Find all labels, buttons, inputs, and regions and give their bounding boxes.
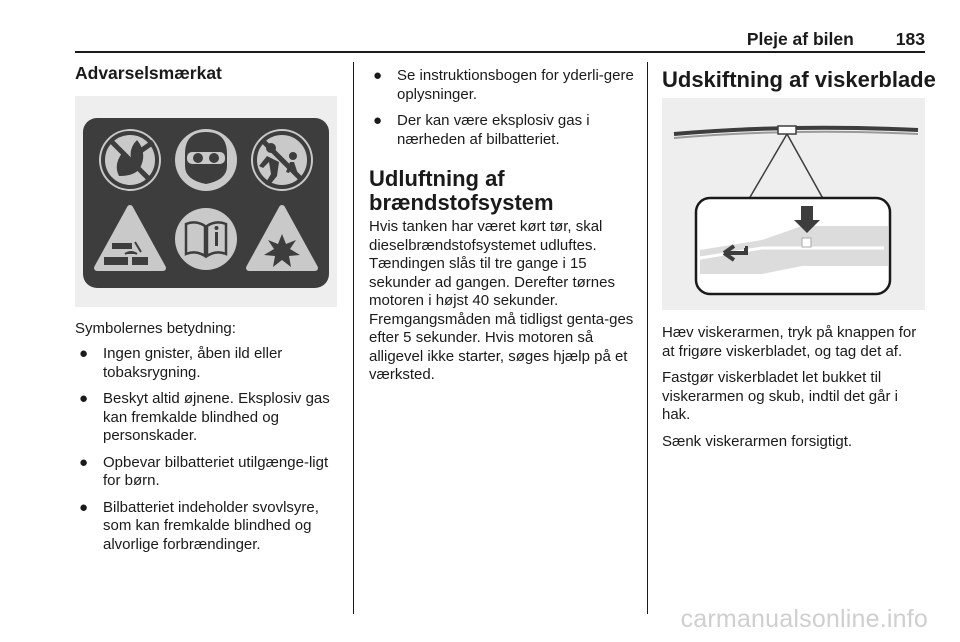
column-divider-1 (353, 62, 354, 614)
wiper-blade-icon (674, 126, 918, 204)
legend-list (75, 345, 345, 562)
list-item: ● Se instruktionsbogen for yderli-gere oplysninger. (373, 67, 634, 103)
legend-intro: Symbolernes betydning: (75, 320, 236, 337)
keep-away-children-icon (251, 129, 313, 191)
warning-label-heading: Advarselsmærkat (75, 63, 222, 83)
no-fire-icon (99, 129, 161, 191)
wiper-instructions (662, 324, 928, 459)
eye-protection-icon (175, 129, 237, 191)
warning-label-figure (75, 96, 337, 307)
section-title: Pleje af bilen (746, 29, 854, 49)
header-rule (75, 51, 925, 53)
fuel-system-heading: Udluftning af brændstofsystem (369, 166, 554, 215)
watermark: carmanualsonline.info (680, 605, 928, 633)
wiper-figure (662, 98, 925, 310)
read-manual-icon (175, 208, 237, 270)
list-item: ● Bilbatteriet indeholder svovlsyre, som kan fremkalde blindhed og alvorlige forbrændinger. (79, 498, 319, 553)
list-item: ● Der kan være eksplosiv gas i nærheden af bilbatteriet. (373, 112, 590, 148)
col2-list (369, 67, 637, 157)
paragraph: Hæv viskerarmen, tryk på knappen for at frigøre viskerbladet, og tag det af. (662, 324, 917, 360)
paragraph: Fastgør viskerbladet let bukket til viskerarmen og skub, indtil det går i hak. (662, 369, 898, 423)
wiper-heading: Udskiftning af viskerblade (662, 67, 936, 92)
column-divider-2 (647, 62, 648, 614)
list-item: ● Ingen gnister, åben ild eller tobaksrygning. (79, 345, 283, 381)
fuel-system-body: Hvis tanken har været kørt tør, skal dieselbrændstofsystemet udluftes. Tændingen slås til tre gange i 15 sekunder ad gangen. Derefter tørnes motoren i højst 40 sekunder. Fremgangsmåden må tidligst genta-ges efter 5 sekunder. Hvis motoren så alligevel ikke starter, søges hjælp på et værksted. (369, 218, 634, 383)
paragraph: Sænk viskerarmen forsigtigt. (662, 432, 853, 450)
page-number: 183 (895, 29, 925, 49)
running-header (747, 29, 925, 50)
list-item: ● Opbevar bilbatteriet utilgænge-ligt for børn. (79, 453, 329, 489)
list-item: ● Beskyt altid øjnene. Eksplosiv gas kan fremkalde blindhed og personskader. (79, 390, 330, 444)
